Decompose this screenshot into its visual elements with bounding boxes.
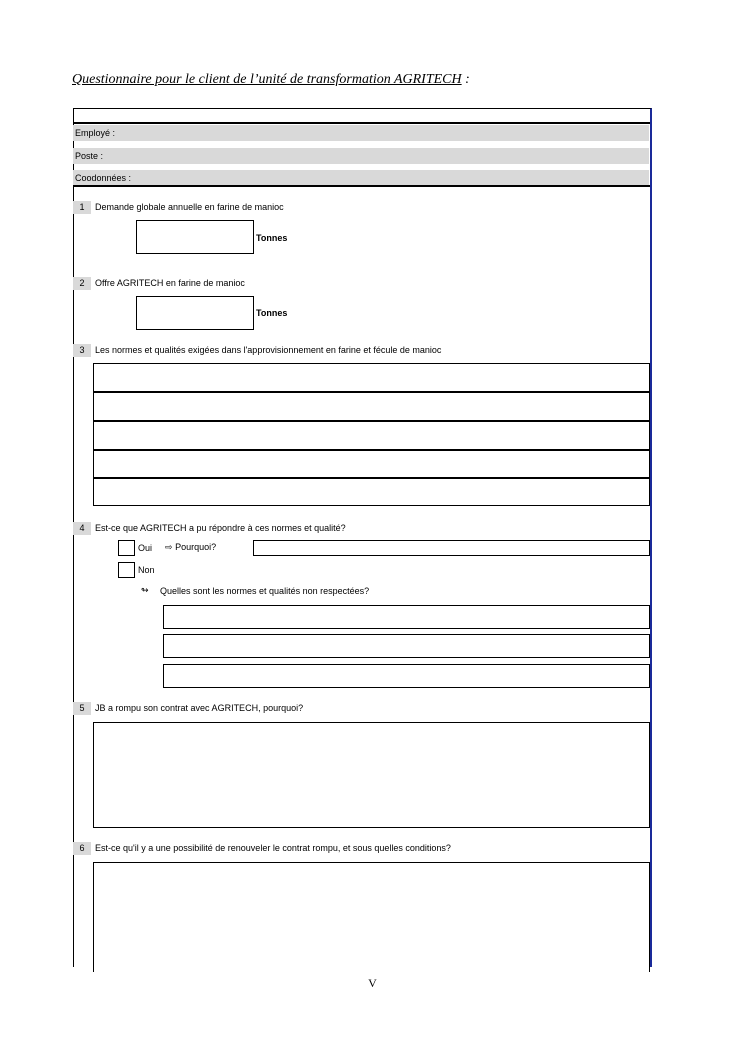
annual-demand-input[interactable] (136, 220, 254, 254)
question-text: Est-ce qu'il y a une possibilité de renouveler le contrat rompu, et sous quelles conditions? (95, 843, 451, 853)
sub-question-text: Quelles sont les normes et qualités non respectées? (160, 586, 370, 596)
yes-label: Oui (138, 543, 153, 553)
question-text: Est-ce que AGRITECH a pu répondre à ces normes et qualité? (95, 523, 346, 533)
question-text: Demande globale annuelle en farine de manioc (95, 202, 284, 212)
question-number: 1 (73, 201, 91, 214)
question-text: JB a rompu son contrat avec AGRITECH, pourquoi? (95, 703, 304, 713)
unit-label: Tonnes (256, 308, 288, 318)
question-number: 3 (73, 344, 91, 357)
question-text: Offre AGRITECH en farine de manioc (95, 278, 245, 288)
contract-break-reason-input[interactable] (93, 722, 650, 828)
header-top-rule (73, 122, 650, 124)
norms-line-input[interactable] (93, 392, 650, 421)
question-number: 4 (73, 522, 91, 535)
why-label: ⇨ Pourquoi? (165, 542, 217, 552)
unmet-norms-input[interactable] (163, 605, 650, 629)
norms-line-input[interactable] (93, 450, 650, 478)
agritech-offer-input[interactable] (136, 296, 254, 330)
unit-label: Tonnes (256, 233, 288, 243)
renewal-conditions-input[interactable] (93, 862, 650, 972)
unmet-norms-input[interactable] (163, 634, 650, 658)
question-number: 2 (73, 277, 91, 290)
arrow-right-icon: ⇨ (165, 542, 173, 552)
header-bottom-rule (73, 185, 650, 187)
position-field[interactable]: Poste : (73, 148, 649, 164)
why-input[interactable] (253, 540, 650, 556)
norms-line-input[interactable] (93, 478, 650, 506)
page-title: Questionnaire pour le client de l’unité de transformation AGRITECH : (72, 72, 470, 87)
question-number: 6 (73, 842, 91, 855)
question-number: 5 (73, 702, 91, 715)
curved-arrow-icon: ↬ (141, 585, 149, 595)
unmet-norms-input[interactable] (163, 664, 650, 688)
yes-checkbox[interactable] (118, 540, 135, 556)
question-text: Les normes et qualités exigées dans l'approvisionnement en farine et fécule de manioc (95, 345, 442, 355)
employee-field[interactable]: Employé : (73, 125, 649, 141)
norms-line-input[interactable] (93, 363, 650, 392)
norms-line-input[interactable] (93, 421, 650, 450)
contact-field[interactable]: Coodonnées : (73, 170, 649, 186)
no-checkbox[interactable] (118, 562, 135, 578)
no-label: Non (138, 565, 155, 575)
page-number: V (368, 976, 377, 990)
